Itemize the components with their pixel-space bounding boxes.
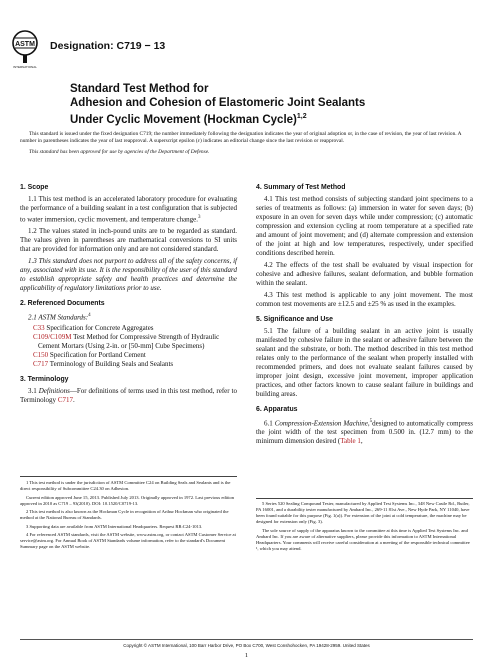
footnote: 3 Supporting data are available from ASTM International Headquarters. Request RR:C24-1013. — [26, 523, 203, 529]
paragraph-4-1: 4.1 This test method consists of subjecting standard joint specimens to a series of treatments as follows: (a) immersion in water for seven days; (b) exposure in an oven for seven days while under compression; (c) automatic compression and extension cycling at room temperature at a specified rate and amount of joint movement; and (d) alternate compression and extension of the joint at high and low temperatures, respectively, under specified conditions described herein. — [256, 195, 473, 257]
paragraph-6-1: 6.1 Compression-Extension Machine,$^5$designed to automatically compress the joint width of the test specimen from 0.500 in. (12.7 mm) to the minimum dimension desired (Table 1, — [256, 419, 473, 446]
reference-link[interactable]: C33 — [33, 323, 45, 332]
reference-item[interactable]: C717 Terminology of Building Seals and Sealants — [33, 359, 174, 368]
footnote-divider — [20, 476, 237, 477]
footnote-divider — [256, 498, 473, 499]
title-line-2: Adhesion and Cohesion of Elastomeric Joint Sealants — [70, 97, 366, 109]
designation: Designation: C719 − 13 — [50, 40, 166, 52]
footnote: 5 Series 520 Sealing Compound Tester, manufactured by Applied Test Systems Inc., 348 New Castle Rd., Butler, PA 16001, and a durability tester manufactured by Ambard Inc., 269-11 81st Ave., New Hyde Park, NY 11040, have been found suitable for this purpose (Fig. 1(a)). For extension of the joint at cold temperature, the machine may be designed for extension only (Fig. 3). — [256, 501, 470, 524]
section-referenced-documents — [20, 300, 237, 368]
reference-link[interactable]: Table 1 — [340, 437, 361, 446]
paragraph-1-1: 1.1 This test method is an accelerated laboratory procedure for evaluating the performance of a building sealant in a test configuration that is subjected to water immersion, cyclic movement, and temperature change.$^3$ — [20, 195, 237, 224]
section-significance — [256, 316, 473, 399]
copyright-line: Copyright © ASTM International, 100 Barr Harbor Drive, PO Box C700, West Conshohocken, PA 19428-2959. United States — [123, 643, 370, 648]
right-column — [256, 184, 473, 453]
section-heading: 3. Terminology — [20, 375, 69, 383]
paragraph-5-1: 5.1 The failure of a building sealant in an active joint is usually manifested by cohesive failure in the sealant or adhesive failure between the sealant and the substrate, or both. The method described in this test method relates only to the performance of the sealant when properly installed with recommended primers, and does not evaluate sealant failures caused by improper joint design, excessive joint movement, improper application practices, and other factors known to cause sealant failure in buildings and building areas. — [256, 327, 473, 398]
section-heading: 4. Summary of Test Method — [256, 184, 346, 191]
reference-item[interactable]: C33 Specification for Concrete Aggregates — [33, 323, 154, 332]
paragraph-3-1: 3.1 Definitions—For definitions of terms used in this test method, refer to Terminology C717. — [20, 386, 238, 404]
astm-logo-icon — [10, 29, 40, 69]
footnotes-left — [20, 480, 237, 553]
section-heading: 2. Referenced Documents — [20, 300, 105, 308]
footnote: 2 This test method is also known as the Hockman Cycle in recognition of Arthur Hockman who originated the method at the National Bureau of Standards. — [20, 509, 229, 521]
section-scope — [20, 184, 237, 293]
document-title — [70, 82, 430, 127]
svg-text:INTERNATIONAL: INTERNATIONAL — [13, 65, 37, 69]
footnote: Current edition approved June 15, 2013. Published July 2013. Originally approved in 1972. Last previous edition approved in 2010 as C719 – 93(2010). DOI: 10.1520/C0719-13. — [20, 494, 235, 506]
paragraph-4-3: 4.3 This test method is applicable to any joint movement. The most common test movements are ±12.5 and ±25 % as used in the examples. — [256, 291, 473, 308]
page-number: 1 — [244, 652, 249, 659]
footnote: 4 For referenced ASTM standards, visit the ASTM website, www.astm.org, or contact ASTM Customer Service at service@astm.org. For Annual Book of ASTM Standards volume information, refer to the standard's Document Summary page on the ASTM website. — [20, 532, 236, 550]
footnote: 1 This test method is under the jurisdiction of ASTM Committee C24 on Building Seals and Sealants and is the direct responsibility of Subcommittee C24.30 on Adhesion. — [20, 480, 231, 491]
issuance-notice — [20, 131, 473, 161]
section-heading: 1. Scope — [20, 184, 49, 191]
dod-notice: This standard has been approved for use by agencies of the Department of Defense. — [29, 149, 210, 156]
astm-standards-label: 2.1 ASTM Standards:$^4$ — [28, 313, 91, 322]
left-column — [20, 184, 237, 412]
notice-paragraph: This standard is issued under the fixed designation C719; the number immediately following the designation indicates the year of original adoption or, in the case of revision, the year of last revision. A number in parentheses indicates the year of last reapproval. A superscript epsilon (ε) indicates an editorial change since the last revision or reapproval. — [20, 131, 462, 145]
footnote: The sole source of supply of the apparatus known to the committee at this time is Applied Test Systems Inc. and Ambard Inc. If you are aware of alternative suppliers, please provide this information to ASTM International Headquarters. Your comments will receive careful consideration at a meeting of the responsible technical committee ¹, which you may attend. — [256, 527, 470, 551]
section-heading: 5. Significance and Use — [256, 316, 333, 323]
section-apparatus — [256, 406, 473, 446]
section-summary — [256, 184, 473, 309]
paragraph-4-2: 4.2 The effects of the test shall be evaluated by visual inspection for cohesive and adhesive failures, sealant deformation, and bubble formation within the sealant. — [256, 261, 473, 287]
footer-divider — [20, 639, 473, 640]
reference-link[interactable]: C109/C109M — [33, 332, 72, 341]
reference-link[interactable]: C717 — [33, 359, 49, 368]
reference-link[interactable]: C717 — [57, 395, 73, 404]
title-line-1: Standard Test Method for — [70, 83, 209, 95]
reference-link[interactable]: C150 — [33, 350, 49, 359]
svg-text:ASTM: ASTM — [15, 41, 35, 48]
title-line-3: Under Cyclic Movement (Hockman Cycle)$^{1,2}$ — [70, 113, 307, 126]
paragraph-1-3: 1.3 This standard does not purport to address all of the safety concerns, if any, associated with its use. It is the responsibility of the user of this standard to establish appropriate safety and health practices and determine the applicability of regulatory limitations prior to use. — [20, 257, 237, 293]
section-heading: 6. Apparatus — [256, 406, 298, 413]
reference-item[interactable]: C150 Specification for Portland Cement — [33, 350, 146, 359]
paragraph-1-2: 1.2 The values stated in inch-pound units are to be regarded as standard. The values given in parentheses are mathematical conversions to SI units that are provided for information only and are not considered standard. — [20, 227, 237, 254]
footnotes-right — [256, 501, 473, 554]
reference-item[interactable]: C109/C109M Test Method for Compressive Strength of Hydraulic Cement Mortars (Using 2-in. or [50-mm] Cube Specimens) — [33, 332, 220, 350]
section-terminology — [20, 376, 237, 405]
